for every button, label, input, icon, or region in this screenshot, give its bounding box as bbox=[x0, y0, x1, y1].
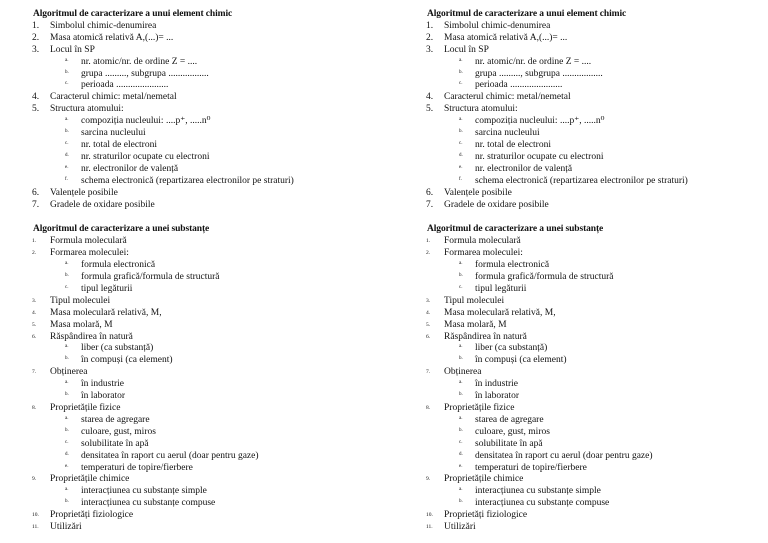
list-item bbox=[427, 236, 768, 248]
element-algorithm-title: Algoritmul de caracterizare a unui element chimic bbox=[33, 9, 233, 19]
list-item bbox=[427, 403, 768, 415]
list-item-text: în compuși (ca element) bbox=[475, 355, 567, 366]
list-item-text: Formula moleculară bbox=[444, 236, 521, 247]
list-item bbox=[33, 474, 388, 486]
list-item-text: Proprietățile chimice bbox=[50, 474, 130, 485]
list-item-text: Răspândirea în natură bbox=[444, 331, 527, 342]
list-item-text: nr. electronilor de valență bbox=[81, 163, 179, 174]
list-item-text: Utilizări bbox=[50, 522, 82, 533]
list-item-text: starea de agregare bbox=[81, 414, 150, 425]
list-subitem bbox=[427, 439, 768, 451]
element-algorithm-list bbox=[427, 21, 768, 212]
list-item-text: Simbolul chimic-denumirea bbox=[50, 20, 157, 31]
list-item-text: Formula moleculară bbox=[50, 236, 127, 247]
list-item-number: 3. bbox=[426, 297, 431, 304]
list-item-number: b. bbox=[459, 129, 463, 135]
list-subitem bbox=[427, 498, 768, 510]
list-item-number: 5. bbox=[426, 321, 431, 328]
list-item-text: în compuși (ca element) bbox=[81, 355, 173, 366]
list-item-text: densitatea în raport cu aerul (doar pentru gaze) bbox=[475, 450, 653, 461]
substance-algorithm-title: Algoritmul de caracterizare a unei substanțe bbox=[427, 224, 604, 235]
right-column bbox=[427, 9, 768, 534]
list-item-number: 10. bbox=[32, 512, 39, 519]
list-item-number: f. bbox=[459, 176, 462, 182]
list-item-number: d. bbox=[459, 451, 463, 457]
list-item-number: 4. bbox=[426, 309, 431, 316]
list-item-text: solubilitate în apă bbox=[475, 438, 543, 449]
list-item bbox=[427, 474, 768, 486]
list-item-text: sarcina nucleului bbox=[81, 128, 146, 139]
list-item bbox=[33, 510, 388, 522]
list-item bbox=[33, 403, 388, 415]
list-item-number: 4. bbox=[426, 92, 434, 103]
list-subitem bbox=[33, 164, 388, 176]
list-item-number: c. bbox=[459, 284, 463, 290]
list-item-text: tipul legăturii bbox=[81, 283, 133, 294]
left-column bbox=[33, 9, 388, 534]
list-item-number: a. bbox=[459, 117, 463, 123]
list-item-text: Caracterul chimic: metal/nemetal bbox=[444, 92, 571, 103]
list-item-number: a. bbox=[459, 487, 463, 493]
list-item-number: a. bbox=[65, 415, 69, 421]
list-item-number: a. bbox=[459, 380, 463, 386]
list-item-text: nr. total de electroni bbox=[475, 139, 551, 150]
list-item-text: Caracterul chimic: metal/nemetal bbox=[50, 92, 177, 103]
list-item bbox=[33, 248, 388, 260]
list-item-number: 7. bbox=[32, 199, 40, 210]
list-subitem bbox=[33, 116, 388, 128]
list-item-text: schema electronică (repartizarea electronilor pe straturi) bbox=[81, 175, 294, 186]
list-subitem bbox=[427, 69, 768, 81]
list-item-text: starea de agregare bbox=[475, 414, 544, 425]
list-item-number: 8. bbox=[32, 405, 37, 411]
list-subitem bbox=[33, 439, 388, 451]
list-item-number: b. bbox=[65, 69, 69, 75]
list-item-number: 6. bbox=[426, 333, 431, 340]
list-item-number: 6. bbox=[426, 187, 434, 198]
list-subitem bbox=[33, 284, 388, 296]
list-item-number: 11. bbox=[32, 524, 39, 531]
list-item bbox=[33, 308, 388, 320]
list-item-text: tipul legăturii bbox=[475, 283, 527, 294]
list-item-text: interacțiunea cu substanțe simple bbox=[475, 486, 601, 497]
list-item-number: a. bbox=[65, 380, 69, 386]
list-subitem bbox=[427, 355, 768, 367]
list-item-text: formula electronică bbox=[475, 260, 550, 271]
list-item-number: b. bbox=[65, 273, 69, 279]
list-item-number: 7. bbox=[32, 369, 37, 376]
list-item-number: 7. bbox=[426, 369, 431, 376]
list-item-text: formula electronică bbox=[81, 260, 156, 271]
list-item-number: b. bbox=[65, 427, 69, 433]
list-item-text: culoare, gust, miros bbox=[81, 426, 156, 437]
list-subitem bbox=[427, 343, 768, 355]
list-item-number: 3. bbox=[426, 44, 434, 55]
list-item-text: Proprietățile chimice bbox=[444, 474, 524, 485]
list-subitem bbox=[33, 152, 388, 164]
list-subitem bbox=[33, 463, 388, 475]
list-item-text: Utilizări bbox=[444, 522, 476, 533]
list-item-text: Gradele de oxidare posibile bbox=[50, 199, 155, 210]
list-item-text: Valențele posibile bbox=[444, 187, 512, 198]
list-item-text: grupa ........., subgrupa ................. bbox=[81, 68, 209, 79]
list-item-text: Masa atomică relativă A,(...)= ... bbox=[444, 32, 568, 43]
list-item-text: Tipul moleculei bbox=[50, 295, 111, 306]
list-item-text: interacțiunea cu substanțe simple bbox=[81, 486, 207, 497]
list-item-text: Masa molară, M bbox=[50, 319, 113, 330]
list-item-text: compoziția nucleului: ....p⁺, .....n⁰ bbox=[81, 116, 211, 127]
list-item-text: solubilitate în apă bbox=[81, 438, 149, 449]
list-item bbox=[427, 248, 768, 260]
list-item-number: 9. bbox=[32, 476, 37, 483]
list-item-text: culoare, gust, miros bbox=[475, 426, 550, 437]
list-subitem bbox=[33, 355, 388, 367]
list-item-number: 8. bbox=[426, 405, 431, 411]
list-subitem bbox=[33, 260, 388, 272]
list-item-text: Locul în SP bbox=[50, 44, 95, 55]
list-subitem bbox=[427, 272, 768, 284]
list-item-text: Proprietăți fiziologice bbox=[444, 510, 528, 521]
list-item-number: b. bbox=[459, 427, 463, 433]
list-item-text: perioada ...................... bbox=[475, 80, 563, 91]
list-item-text: interacțiunea cu substanțe compuse bbox=[475, 498, 610, 509]
list-item-text: Simbolul chimic-denumirea bbox=[444, 20, 551, 31]
list-item-text: liber (ca substanță) bbox=[81, 343, 154, 354]
list-subitem bbox=[33, 128, 388, 140]
list-item bbox=[427, 200, 768, 212]
list-item bbox=[427, 332, 768, 344]
list-subitem bbox=[33, 427, 388, 439]
list-item bbox=[33, 367, 388, 379]
list-item-text: nr. electronilor de valență bbox=[475, 163, 573, 174]
list-item bbox=[33, 296, 388, 308]
list-item-number: f. bbox=[65, 176, 68, 182]
list-item-text: Formarea moleculei: bbox=[444, 248, 523, 259]
list-item-number: e. bbox=[65, 164, 69, 170]
list-subitem bbox=[427, 80, 768, 92]
list-item-number: 1. bbox=[426, 20, 434, 31]
list-item-number: e. bbox=[459, 463, 463, 469]
list-subitem bbox=[33, 57, 388, 69]
list-item-number: 6. bbox=[32, 187, 40, 198]
list-item bbox=[427, 308, 768, 320]
list-item-text: Valențele posibile bbox=[50, 187, 118, 198]
list-subitem bbox=[427, 57, 768, 69]
list-item-text: Proprietăți fiziologice bbox=[50, 510, 134, 521]
list-item-number: b. bbox=[459, 356, 463, 362]
list-item bbox=[427, 33, 768, 45]
list-subitem bbox=[427, 415, 768, 427]
list-item-number: a. bbox=[65, 261, 69, 267]
list-item bbox=[33, 236, 388, 248]
list-item bbox=[427, 188, 768, 200]
list-item-number: 1. bbox=[32, 238, 37, 245]
list-item-text: Structura atomului: bbox=[50, 104, 124, 115]
list-item-text: nr. atomic/nr. de ordine Z = .... bbox=[475, 56, 592, 67]
list-item-text: Gradele de oxidare posibile bbox=[444, 199, 549, 210]
list-item bbox=[427, 510, 768, 522]
list-item bbox=[33, 320, 388, 332]
list-item bbox=[427, 296, 768, 308]
list-item-number: 3. bbox=[32, 297, 37, 304]
list-item bbox=[427, 21, 768, 33]
list-item-text: temperaturi de topire/fierbere bbox=[81, 462, 193, 473]
list-item-number: a. bbox=[65, 487, 69, 493]
list-item-text: Locul în SP bbox=[444, 44, 489, 55]
list-item-number: e. bbox=[459, 164, 463, 170]
list-item-number: c. bbox=[65, 81, 69, 87]
list-subitem bbox=[427, 116, 768, 128]
substance-algorithm-title: Algoritmul de caracterizare a unei substanțe bbox=[33, 224, 210, 235]
list-item bbox=[33, 188, 388, 200]
list-item-text: grupa ........., subgrupa ................. bbox=[475, 68, 603, 79]
list-subitem bbox=[427, 486, 768, 498]
list-item-number: c. bbox=[65, 439, 69, 445]
list-item-text: Masa moleculară relativă, M, bbox=[444, 307, 556, 318]
list-subitem bbox=[33, 498, 388, 510]
list-item-text: compoziția nucleului: ....p⁺, .....n⁰ bbox=[475, 116, 605, 127]
list-item-text: Tipul moleculei bbox=[444, 295, 505, 306]
list-subitem bbox=[33, 69, 388, 81]
list-item-text: Obținerea bbox=[444, 367, 482, 378]
list-item-number: 4. bbox=[32, 309, 37, 316]
list-item-number: c. bbox=[459, 140, 463, 146]
list-item-text: schema electronică (repartizarea electronilor pe straturi) bbox=[475, 175, 688, 186]
list-item-number: 5. bbox=[32, 321, 37, 328]
list-item-number: 7. bbox=[426, 199, 434, 210]
substance-algorithm-list bbox=[427, 236, 768, 534]
list-item-number: 5. bbox=[426, 104, 434, 115]
list-item bbox=[33, 200, 388, 212]
list-item-text: Masa moleculară relativă, M, bbox=[50, 307, 162, 318]
list-item-number: b. bbox=[65, 129, 69, 135]
list-item-number: d. bbox=[65, 152, 69, 158]
list-item-number: 2. bbox=[426, 250, 431, 257]
list-item bbox=[33, 522, 388, 534]
list-item-number: 2. bbox=[32, 250, 37, 257]
list-item-text: Proprietățile fizice bbox=[444, 403, 515, 413]
list-item-text: perioada ...................... bbox=[81, 80, 169, 91]
list-item-number: c. bbox=[65, 284, 69, 290]
list-subitem bbox=[33, 379, 388, 391]
list-subitem bbox=[33, 176, 388, 188]
list-item bbox=[427, 92, 768, 104]
list-item-number: 11. bbox=[426, 524, 433, 531]
element-algorithm-title: Algoritmul de caracterizare a unui element chimic bbox=[427, 9, 627, 19]
list-item-number: a. bbox=[65, 117, 69, 123]
list-item bbox=[427, 320, 768, 332]
list-item-number: a. bbox=[459, 344, 463, 350]
list-subitem bbox=[427, 427, 768, 439]
list-item-text: în laborator bbox=[81, 391, 126, 402]
list-subitem bbox=[427, 451, 768, 463]
list-subitem bbox=[33, 343, 388, 355]
list-item bbox=[33, 21, 388, 33]
list-item-number: a. bbox=[65, 57, 69, 63]
list-item-number: d. bbox=[459, 152, 463, 158]
list-item-text: interacțiunea cu substanțe compuse bbox=[81, 498, 216, 509]
list-subitem bbox=[427, 379, 768, 391]
list-item-text: Obținerea bbox=[50, 367, 88, 378]
list-subitem bbox=[427, 128, 768, 140]
list-item-number: c. bbox=[459, 439, 463, 445]
list-item-number: b. bbox=[459, 69, 463, 75]
list-item-number: d. bbox=[65, 451, 69, 457]
list-item-number: a. bbox=[459, 57, 463, 63]
list-subitem bbox=[33, 486, 388, 498]
list-item-text: Masa atomică relativă A,(...)= ... bbox=[50, 32, 174, 43]
list-item bbox=[427, 367, 768, 379]
list-item-text: Răspândirea în natură bbox=[50, 331, 133, 342]
list-subitem bbox=[427, 140, 768, 152]
list-item-text: temperaturi de topire/fierbere bbox=[475, 462, 587, 473]
list-item-text: în industrie bbox=[81, 379, 125, 390]
list-item-text: Structura atomului: bbox=[444, 104, 518, 115]
substance-algorithm-list bbox=[33, 236, 388, 534]
list-item-number: 1. bbox=[32, 20, 40, 31]
list-item bbox=[427, 45, 768, 57]
list-item-text: Masa molară, M bbox=[444, 319, 507, 330]
list-item-text: nr. total de electroni bbox=[81, 139, 157, 150]
list-item-text: formula grafică/formula de structură bbox=[475, 272, 614, 283]
list-subitem bbox=[427, 164, 768, 176]
list-item-number: c. bbox=[459, 81, 463, 87]
list-item-text: liber (ca substanță) bbox=[475, 343, 548, 354]
list-subitem bbox=[427, 463, 768, 475]
list-subitem bbox=[427, 152, 768, 164]
list-item bbox=[33, 45, 388, 57]
list-item-number: 5. bbox=[32, 104, 40, 115]
list-item-number: 4. bbox=[32, 92, 40, 103]
list-item-number: b. bbox=[65, 356, 69, 362]
element-algorithm-list bbox=[33, 21, 388, 212]
list-item-text: nr. straturilor ocupate cu electroni bbox=[81, 151, 210, 162]
list-item-text: nr. straturilor ocupate cu electroni bbox=[475, 151, 604, 162]
list-item bbox=[33, 92, 388, 104]
list-item-number: a. bbox=[65, 344, 69, 350]
list-item-text: densitatea în raport cu aerul (doar pentru gaze) bbox=[81, 450, 259, 461]
list-subitem bbox=[33, 451, 388, 463]
list-subitem bbox=[33, 80, 388, 92]
list-item-number: e. bbox=[65, 463, 69, 469]
list-item-number: c. bbox=[65, 140, 69, 146]
list-item-text: nr. atomic/nr. de ordine Z = .... bbox=[81, 56, 198, 67]
list-item-text: în laborator bbox=[475, 391, 520, 402]
list-item bbox=[33, 104, 388, 116]
list-item-text: Formarea moleculei: bbox=[50, 248, 129, 259]
list-item-number: a. bbox=[459, 261, 463, 267]
list-item-text: în industrie bbox=[475, 379, 519, 390]
list-item-text: sarcina nucleului bbox=[475, 128, 540, 139]
list-item-text: formula grafică/formula de structură bbox=[81, 272, 220, 283]
list-item-number: 1. bbox=[426, 238, 431, 245]
list-item-number: a. bbox=[459, 415, 463, 421]
list-item bbox=[33, 332, 388, 344]
list-subitem bbox=[33, 391, 388, 403]
list-item-number: b. bbox=[65, 499, 69, 505]
list-item-number: 6. bbox=[32, 333, 37, 340]
list-item-number: b. bbox=[65, 392, 69, 398]
list-subitem bbox=[33, 140, 388, 152]
list-item-number: b. bbox=[459, 499, 463, 505]
list-item-number: 2. bbox=[32, 32, 40, 43]
list-item-text: Proprietățile fizice bbox=[50, 403, 121, 413]
list-subitem bbox=[427, 260, 768, 272]
list-item-number: 2. bbox=[426, 32, 434, 43]
list-subitem bbox=[427, 284, 768, 296]
list-subitem bbox=[33, 272, 388, 284]
list-subitem bbox=[33, 415, 388, 427]
list-item-number: 10. bbox=[426, 512, 433, 519]
list-item-number: 3. bbox=[32, 44, 40, 55]
list-item bbox=[33, 33, 388, 45]
list-subitem bbox=[427, 391, 768, 403]
list-item-number: b. bbox=[459, 392, 463, 398]
list-item bbox=[427, 104, 768, 116]
list-item-number: 9. bbox=[426, 476, 431, 483]
list-subitem bbox=[427, 176, 768, 188]
list-item bbox=[427, 522, 768, 534]
list-item-number: b. bbox=[459, 273, 463, 279]
